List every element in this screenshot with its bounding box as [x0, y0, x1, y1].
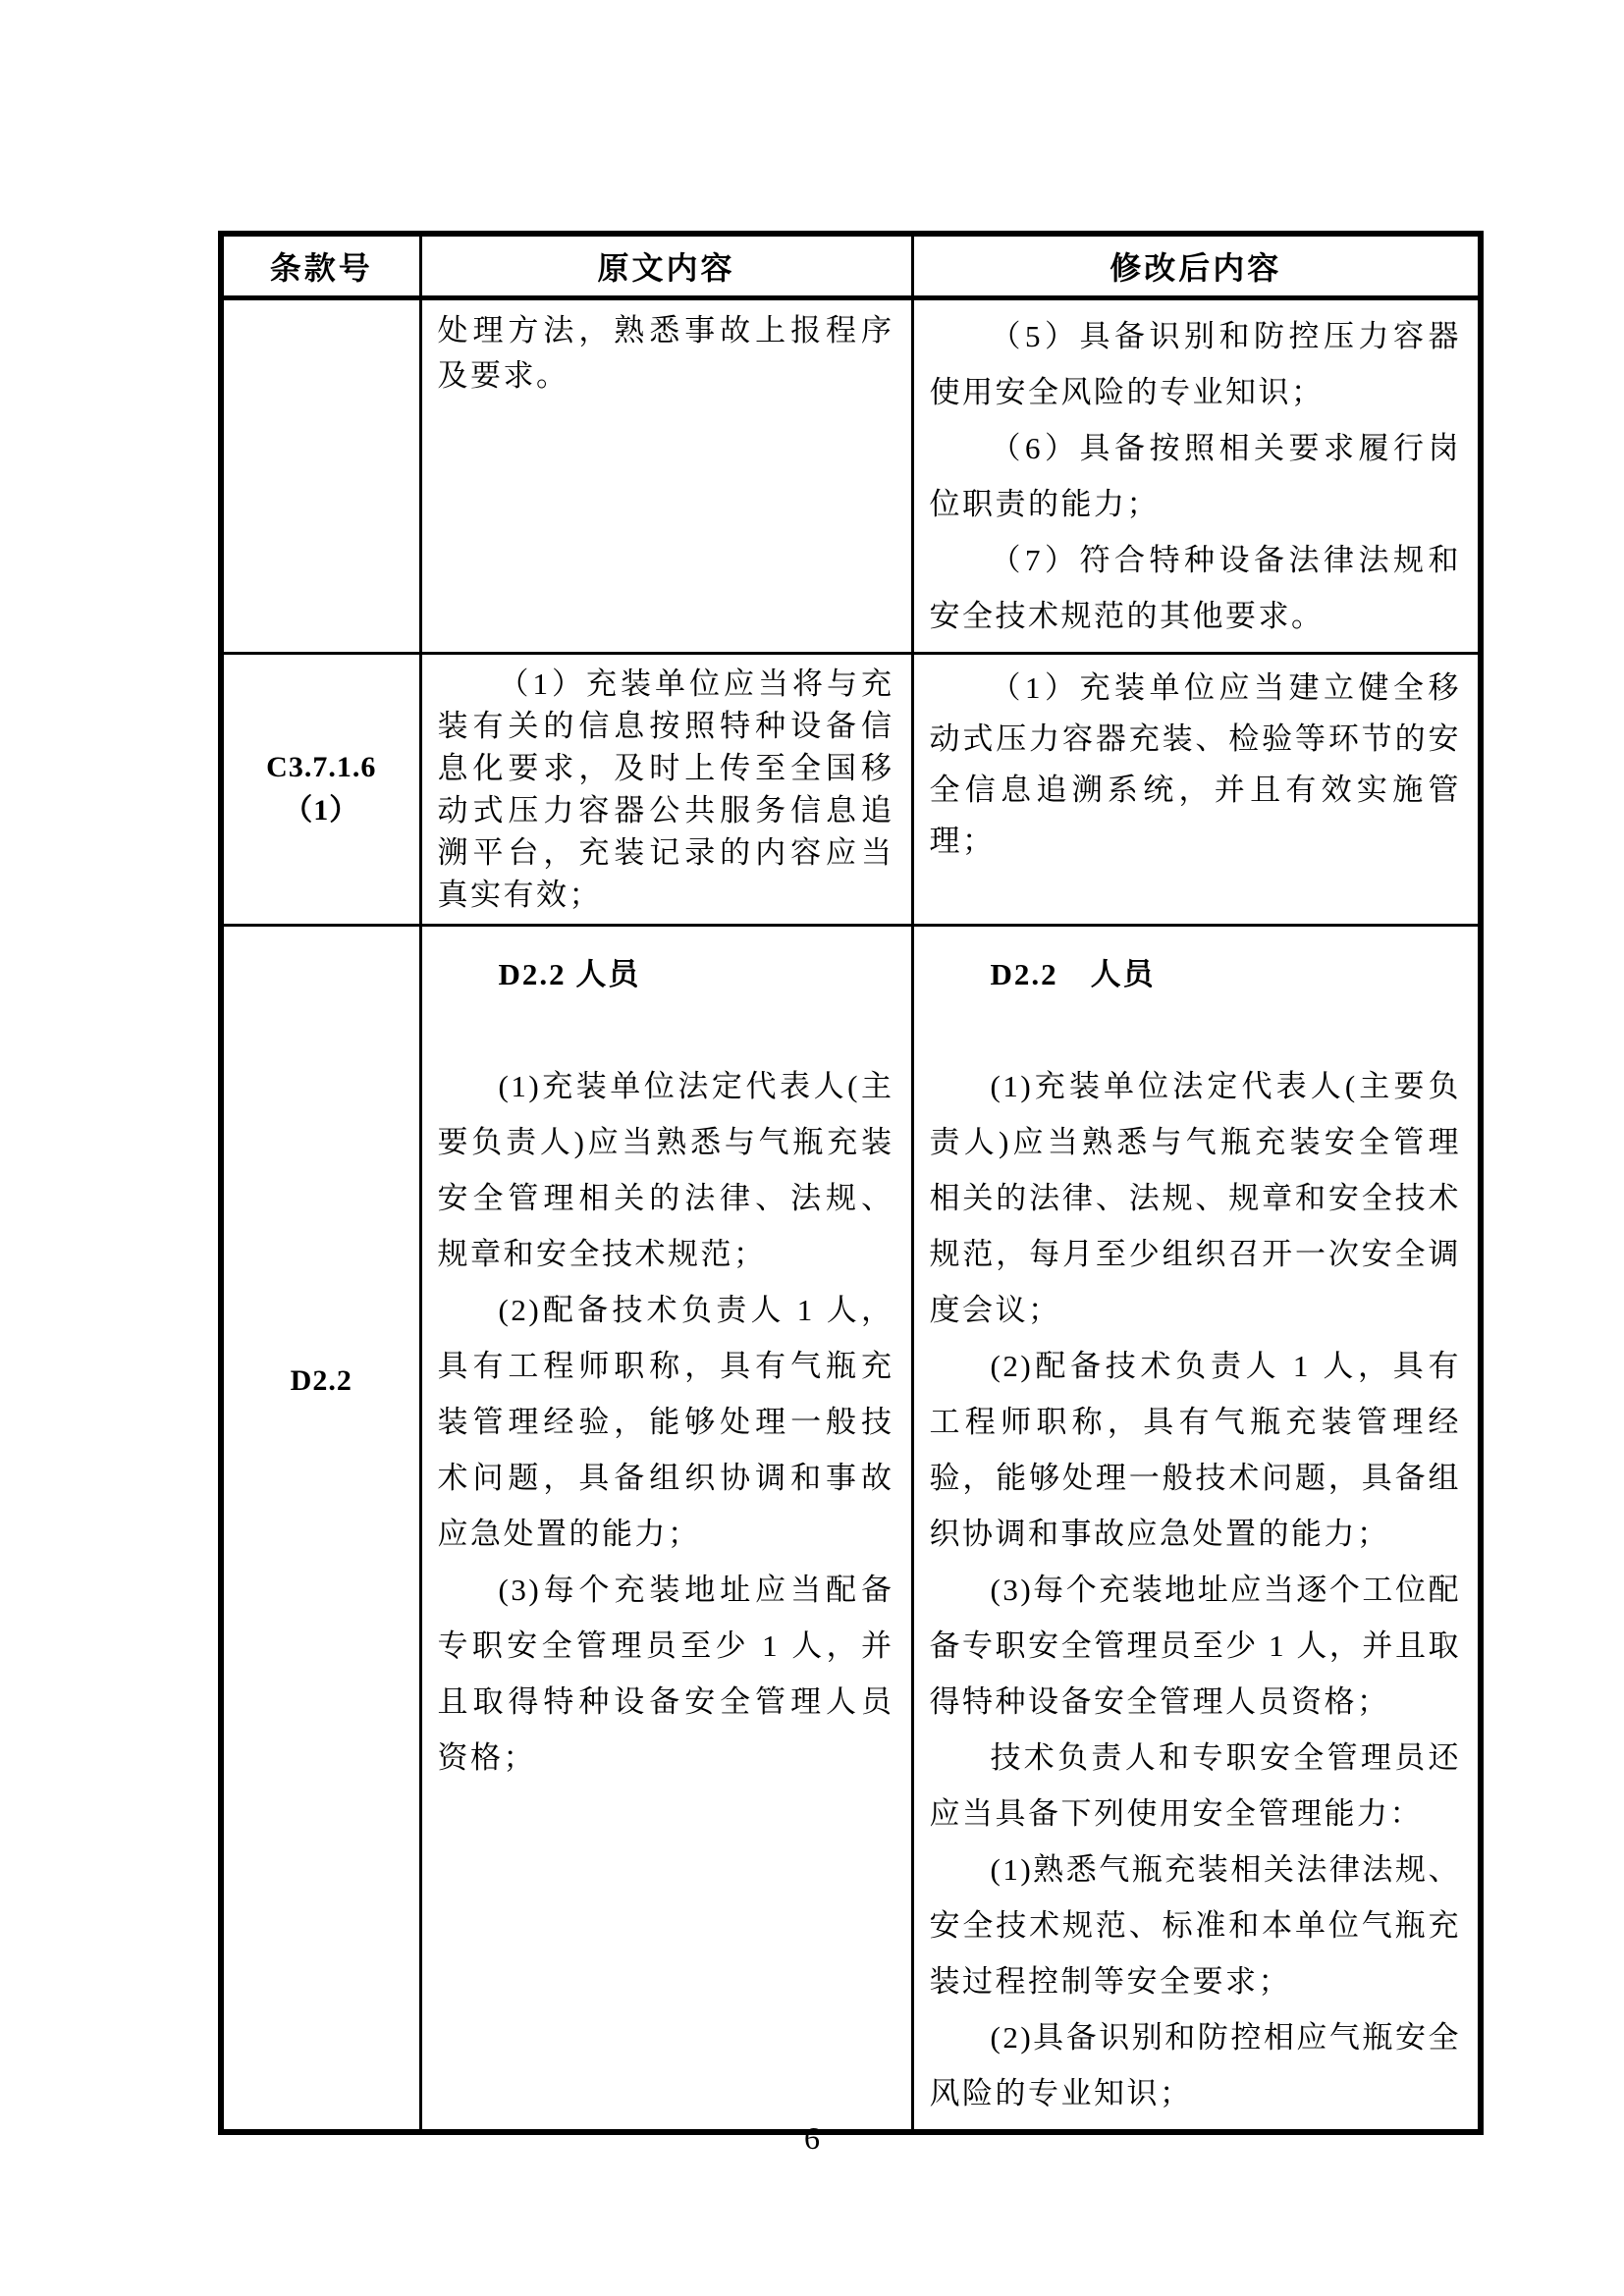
paragraph: (1)熟悉气瓶充装相关法律法规、安全技术规范、标准和本单位气瓶充装过程控制等安全要求；: [929, 1852, 1461, 1999]
paragraph: 技术负责人和专职安全管理员还应当具备下列使用安全管理能力：: [929, 1740, 1461, 1831]
paragraph: (2)配备技术负责人 1 人，具有工程师职称，具有气瓶充装管理经验，能够处理一般技术问题，具备组织协调和事故应急处置的能力；: [929, 1349, 1461, 1551]
section-heading: D2.2 人员: [498, 957, 641, 991]
clause-cell: [221, 926, 420, 2133]
paragraph: (3)每个充装地址应当逐个工位配备专职安全管理员至少 1 人，并且取得特种设备安全管理人员资格；: [929, 1573, 1461, 1719]
revised-content-cell: [912, 654, 1481, 926]
paragraph: (2)配备技术负责人 1 人，具有工程师职称，具有气瓶充装管理经验，能够处理一般技术问题，具备组织协调和事故应急处置的能力；: [437, 1293, 894, 1551]
clause-cell: [221, 654, 420, 926]
clause-number: C3.7.1.6: [266, 751, 377, 783]
table-header-row: [221, 234, 1481, 298]
column-header-revised: 修改后内容: [912, 234, 1481, 298]
column-header-original: 原文内容: [420, 234, 912, 298]
clause-cell-empty: [221, 298, 420, 654]
table-row: [221, 926, 1481, 2133]
blank-line: [930, 1002, 1462, 1058]
paragraph: （1）充装单位应当将与充装有关的信息按照特种设备信息化要求，及时上传至全国移动式压力容器公共服务信息追溯平台，充装记录的内容应当真实有效；: [437, 667, 894, 912]
clause-number-sub: （1）: [283, 794, 360, 827]
column-header-clause: 条款号: [221, 234, 420, 298]
page-number: 6: [804, 2120, 820, 2156]
blank-line: [438, 1002, 894, 1058]
section-heading: D2.2 人员: [990, 957, 1156, 991]
paragraph: 处理方法，熟悉事故上报程序及要求。: [437, 313, 894, 393]
paragraph: （5）具备识别和防控压力容器使用安全风险的专业知识；: [929, 319, 1461, 409]
revised-content-cell: [912, 298, 1481, 654]
table-row: [221, 298, 1481, 654]
paragraph: (1)充装单位法定代表人(主要负责人)应当熟悉与气瓶充装安全管理相关的法律、法规、规章和安全技术规范；: [437, 1069, 894, 1271]
paragraph: （6）具备按照相关要求履行岗位职责的能力；: [929, 431, 1461, 521]
paragraph: (1)充装单位法定代表人(主要负责人)应当熟悉与气瓶充装安全管理相关的法律、法规、规章和安全技术规范，每月至少组织召开一次安全调度会议；: [929, 1069, 1461, 1327]
original-content-cell: [420, 298, 912, 654]
paragraph: （7）符合特种设备法律法规和安全技术规范的其他要求。: [929, 543, 1461, 633]
clause-number: D2.2: [290, 1363, 352, 1397]
table-row: [221, 654, 1481, 926]
original-content-cell: [420, 926, 912, 2133]
revision-comparison-table: [218, 231, 1484, 2135]
original-content-cell: [420, 654, 912, 926]
paragraph: (3)每个充装地址应当配备专职安全管理员至少 1 人，并且取得特种设备安全管理人员资格；: [437, 1573, 894, 1775]
paragraph: (2)具备识别和防控相应气瓶安全风险的专业知识；: [929, 2020, 1461, 2110]
paragraph: （1）充装单位应当建立健全移动式压力容器充装、检验等环节的安全信息追溯系统，并且有效实施管理；: [929, 670, 1461, 858]
revised-content-cell: [912, 926, 1481, 2133]
